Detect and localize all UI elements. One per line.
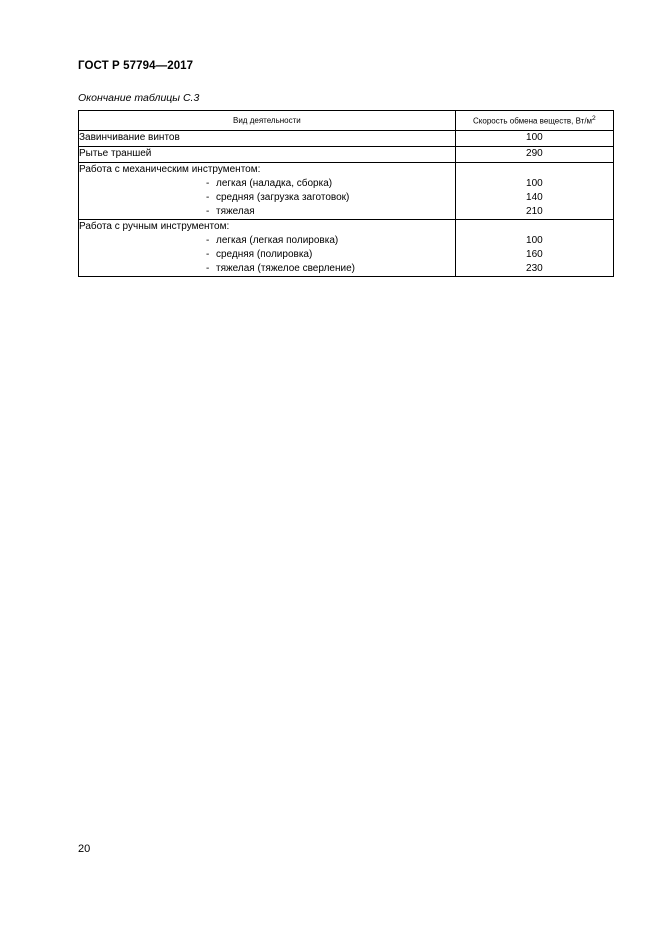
- table-row: [79, 147, 614, 163]
- rate-column-header-text: Скорость обмена веществ, Вт/м: [473, 116, 593, 126]
- table-group-row: [79, 220, 614, 277]
- group-item: [79, 177, 455, 191]
- rate-cell: 290: [455, 147, 613, 163]
- table-row: [79, 131, 614, 147]
- rate-group-cell: [455, 220, 613, 277]
- group-item: [79, 248, 455, 262]
- item-dash: -: [206, 178, 210, 189]
- rate-value: 230: [526, 263, 543, 274]
- activity-column-header: Вид деятельности: [79, 111, 456, 131]
- rate-value: 100: [526, 178, 543, 189]
- rate-spacer: [456, 163, 613, 177]
- activity-cell: Завинчивание винтов: [79, 131, 456, 147]
- item-dash: -: [206, 206, 210, 217]
- document-standard-header: ГОСТ Р 57794—2017: [78, 60, 194, 72]
- item-dash: -: [206, 235, 210, 246]
- item-dash: -: [206, 263, 210, 274]
- rate-unit-superscript: 2: [592, 115, 596, 123]
- item-label: средняя (полировка): [216, 249, 313, 260]
- item-label: легкая (легкая полировка): [216, 235, 339, 246]
- group-title: Работа с ручным инструментом:: [79, 221, 230, 232]
- metabolic-rate-table: [78, 110, 614, 277]
- rate-cell: 100: [455, 131, 613, 147]
- page-number: 20: [78, 843, 91, 855]
- rate-value: 210: [526, 206, 543, 217]
- table-caption: Окончание таблицы С.3: [78, 92, 200, 104]
- group-item: [79, 262, 455, 276]
- group-item: [79, 205, 455, 219]
- rate-spacer: [456, 220, 613, 234]
- rate-value: 140: [526, 192, 543, 203]
- item-dash: -: [206, 192, 210, 203]
- rate-column-header: [455, 111, 613, 131]
- group-title: Работа с механическим инструментом:: [79, 164, 261, 175]
- rate-group-cell: [455, 163, 613, 220]
- item-label: легкая (наладка, сборка): [216, 178, 333, 189]
- activity-group-cell: [79, 220, 456, 277]
- activity-cell: Рытье траншей: [79, 147, 456, 163]
- group-item: [79, 234, 455, 248]
- activity-group-cell: [79, 163, 456, 220]
- rate-value: 100: [526, 235, 543, 246]
- item-label: тяжелая (тяжелое сверление): [216, 263, 355, 274]
- table-group-row: [79, 163, 614, 220]
- item-label: средняя (загрузка заготовок): [216, 192, 350, 203]
- group-item: [79, 191, 455, 205]
- table-header-row: [79, 111, 614, 131]
- item-dash: -: [206, 249, 210, 260]
- rate-value: 160: [526, 249, 543, 260]
- item-label: тяжелая: [216, 206, 255, 217]
